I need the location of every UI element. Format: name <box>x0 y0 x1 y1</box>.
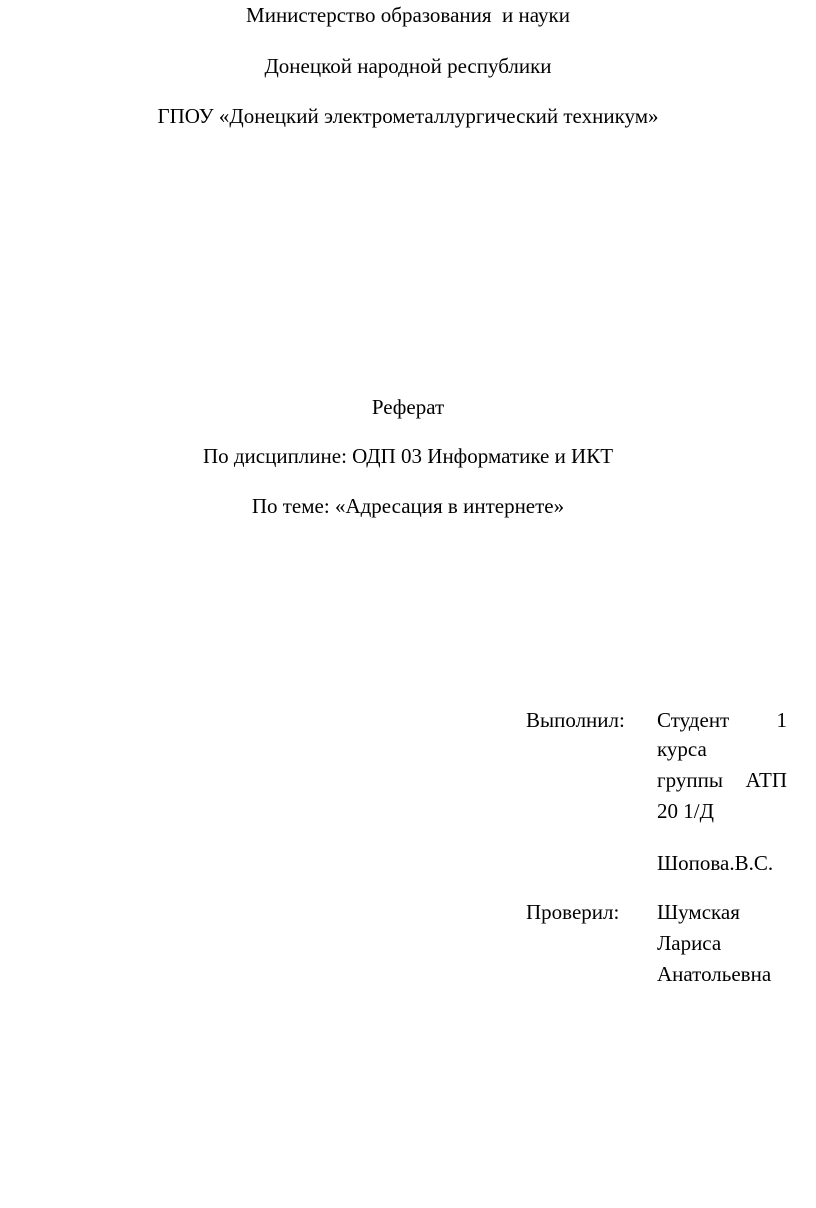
document-type: Реферат <box>371 395 445 419</box>
group-word: группы <box>657 768 723 792</box>
course-number: 1 <box>776 708 787 732</box>
group-code: АТП <box>745 768 787 792</box>
checker-surname: Шумская <box>657 900 740 924</box>
student-name: Шопова.В.С. <box>657 851 774 875</box>
discipline-line: По дисциплине: ОДП 03 Информатике и ИКТ <box>202 444 614 468</box>
performed-line-3 <box>657 768 787 793</box>
topic-line: По теме: «Адресация в интернете» <box>251 494 565 518</box>
performed-line-1 <box>657 708 787 733</box>
group-number: 20 1/Д <box>657 799 714 823</box>
checker-patronymic: Анатольевна <box>657 962 772 986</box>
institution-line: ГПОУ «Донецкий электрометаллургический техникум» <box>157 104 659 128</box>
performed-label: Выполнил: <box>526 708 625 732</box>
ministry-line: Министерство образования и науки <box>246 3 570 27</box>
checked-label: Проверил: <box>526 900 620 924</box>
course-word: курса <box>657 737 707 761</box>
republic-line: Донецкой народной республики <box>264 54 552 78</box>
checker-first-name: Лариса <box>657 931 722 955</box>
student-word: Студент <box>657 708 730 732</box>
